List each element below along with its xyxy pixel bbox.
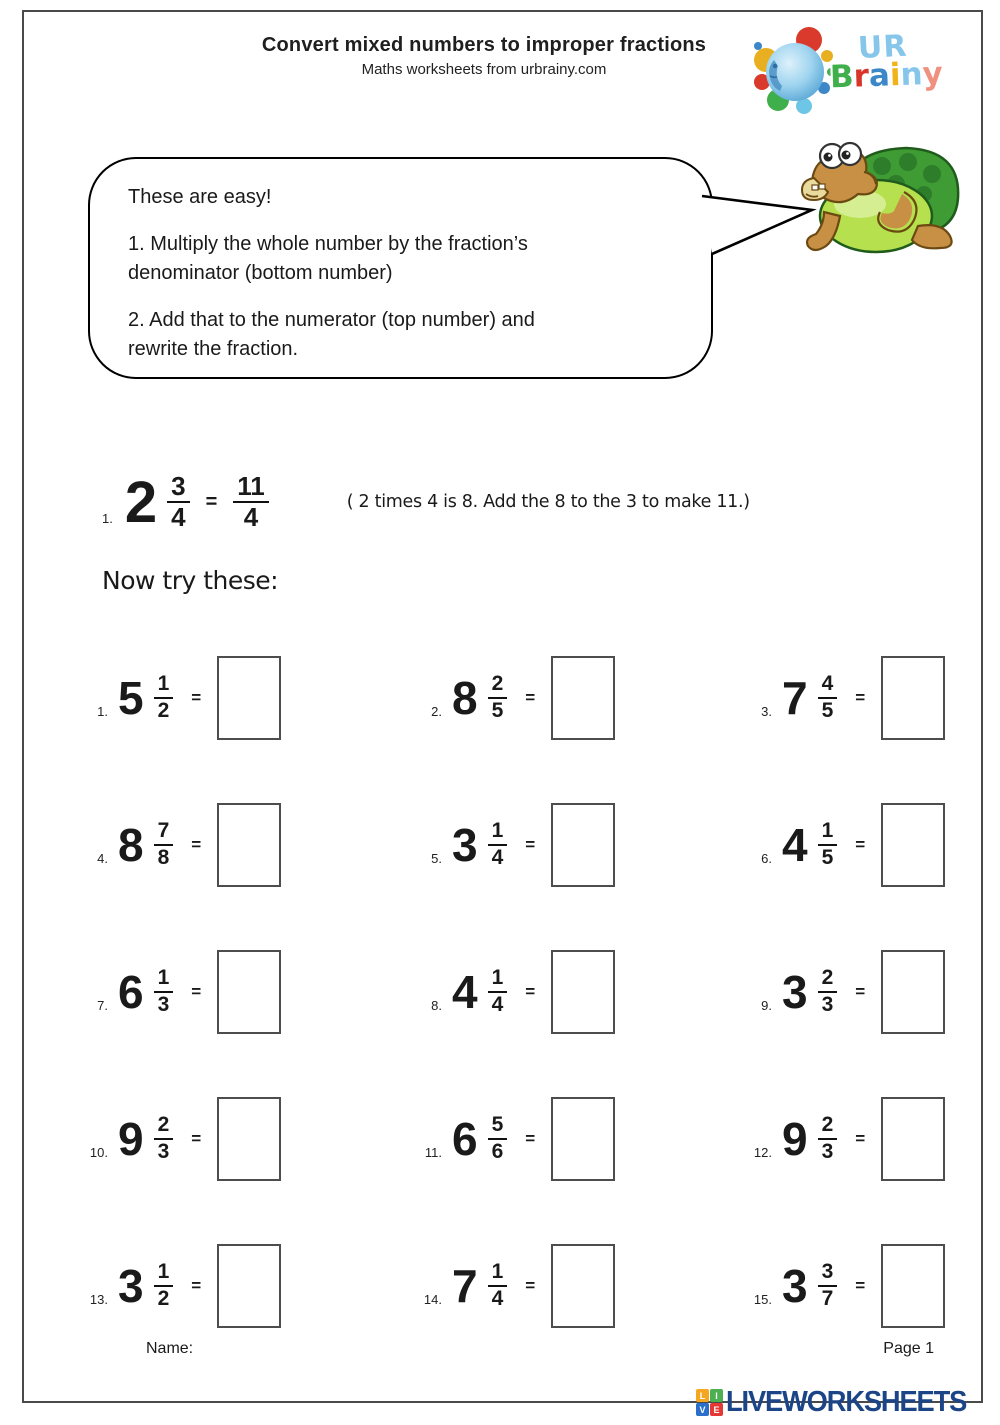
example-number: 1. — [102, 511, 113, 526]
problem-item — [746, 1212, 982, 1359]
problem-fraction — [488, 820, 508, 868]
instructions-speech-bubble — [88, 157, 713, 379]
problem-number: 2. — [431, 704, 442, 719]
now-try-these-prompt: Now try these: — [102, 566, 279, 595]
problem-item — [82, 918, 416, 1065]
answer-box[interactable] — [217, 950, 281, 1034]
equals-sign: = — [191, 981, 202, 1001]
equals-sign: = — [191, 1128, 202, 1148]
fraction-denominator: 3 — [821, 1139, 834, 1163]
problem-item — [746, 1065, 982, 1212]
problem-item — [746, 918, 982, 1065]
liveworksheets-tiles-icon — [696, 1389, 723, 1416]
fraction-denominator: 6 — [491, 1139, 504, 1163]
page-number: Page 1 — [883, 1340, 934, 1357]
fraction-numerator: 1 — [154, 1261, 174, 1286]
problem-fraction — [488, 1261, 508, 1309]
problem-item — [416, 624, 746, 771]
liveworksheets-wordmark: LIVEWORKSHEETS — [726, 1386, 967, 1418]
problem-whole-number: 7 — [782, 671, 808, 724]
answer-box[interactable] — [217, 656, 281, 740]
problem-item — [82, 624, 416, 771]
fraction-denominator: 3 — [157, 992, 170, 1016]
liveworksheets-logo[interactable] — [696, 1386, 982, 1419]
fraction-numerator: 3 — [167, 473, 189, 503]
problem-number: 12. — [753, 1145, 772, 1160]
problem-fraction — [154, 820, 174, 868]
urbrainy-letter: n — [899, 56, 924, 93]
problem-fraction — [818, 820, 838, 868]
fraction-numerator: 11 — [233, 473, 269, 503]
problem-item — [82, 1212, 416, 1359]
problem-number: 15. — [753, 1292, 772, 1307]
problem-whole-number: 4 — [782, 818, 808, 871]
worksheet-page — [22, 10, 983, 1403]
urbrainy-letter: y — [921, 55, 944, 93]
problem-number: 7. — [97, 998, 108, 1013]
answer-box[interactable] — [551, 950, 615, 1034]
problem-number: 6. — [761, 851, 772, 866]
fraction-numerator: 2 — [488, 673, 508, 698]
fraction-denominator: 4 — [491, 845, 504, 869]
fraction-numerator: 4 — [818, 673, 838, 698]
fraction-denominator: 4 — [171, 502, 186, 532]
equals-sign: = — [191, 687, 202, 707]
bubble-line-1: These are easy! — [128, 186, 272, 208]
liveworksheets-tile: V — [696, 1403, 709, 1416]
problem-whole-number: 9 — [118, 1112, 144, 1165]
problem-number: 3. — [761, 704, 772, 719]
example-explanation: ( 2 times 4 is 8. Add the 8 to the 3 to make 11.) — [346, 492, 750, 512]
problem-whole-number: 4 — [452, 965, 478, 1018]
problem-whole-number: 9 — [782, 1112, 808, 1165]
liveworksheets-tile: E — [710, 1403, 723, 1416]
fraction-numerator: 1 — [154, 967, 174, 992]
fraction-numerator: 1 — [488, 820, 508, 845]
problem-whole-number: 7 — [452, 1259, 478, 1312]
fraction-numerator: 1 — [154, 673, 174, 698]
fraction-denominator: 5 — [821, 845, 834, 869]
problem-fraction — [488, 967, 508, 1015]
urbrainy-letter: B — [829, 58, 855, 96]
problem-item — [416, 918, 746, 1065]
equals-sign: = — [525, 1128, 536, 1148]
problem-item — [82, 771, 416, 918]
fraction-numerator: 7 — [154, 820, 174, 845]
urbrainy-logo — [752, 26, 972, 116]
fraction-denominator: 7 — [821, 1286, 834, 1310]
problem-whole-number: 3 — [782, 1259, 808, 1312]
urbrainy-letter: r — [853, 58, 870, 95]
fraction-denominator: 8 — [157, 845, 170, 869]
answer-box[interactable] — [551, 1097, 615, 1181]
answer-box[interactable] — [551, 1244, 615, 1328]
fraction-denominator: 5 — [491, 698, 504, 722]
urbrainy-letter: U — [857, 29, 885, 67]
problem-item — [746, 771, 982, 918]
problem-number: 5. — [431, 851, 442, 866]
example-fraction — [167, 470, 189, 532]
problem-item — [746, 624, 982, 771]
problem-item — [82, 1065, 416, 1212]
equals-sign: = — [855, 1275, 866, 1295]
answer-box[interactable] — [881, 1097, 945, 1181]
answer-box[interactable] — [881, 1244, 945, 1328]
equals-sign: = — [525, 687, 536, 707]
fraction-numerator: 1 — [488, 967, 508, 992]
equals-sign: = — [855, 834, 866, 854]
problem-number: 10. — [89, 1145, 108, 1160]
problem-whole-number: 8 — [118, 818, 144, 871]
problem-whole-number: 6 — [452, 1112, 478, 1165]
problem-whole-number: 6 — [118, 965, 144, 1018]
problem-fraction — [818, 967, 838, 1015]
problem-fraction — [154, 673, 174, 721]
equals-sign: = — [525, 834, 536, 854]
urbrainy-head-icon — [752, 26, 838, 116]
urbrainy-letter: i — [889, 56, 902, 94]
problem-fraction — [818, 673, 838, 721]
problem-number: 8. — [431, 998, 442, 1013]
problem-fraction — [154, 1114, 174, 1162]
fraction-numerator: 2 — [818, 967, 838, 992]
example-whole-number: 2 — [124, 469, 158, 535]
fraction-denominator: 5 — [821, 698, 834, 722]
answer-box[interactable] — [881, 656, 945, 740]
urbrainy-brainy-text — [829, 55, 971, 96]
problem-whole-number: 8 — [452, 671, 478, 724]
problem-item — [416, 1212, 746, 1359]
bubble-line-3: 2. Add that to the numerator (top number) and rewrite the fraction. — [128, 309, 535, 360]
problem-fraction — [818, 1261, 838, 1309]
equals-sign: = — [525, 1275, 536, 1295]
fraction-numerator: 5 — [488, 1114, 508, 1139]
problem-fraction — [818, 1114, 838, 1162]
fraction-denominator: 4 — [491, 992, 504, 1016]
problem-fraction — [488, 673, 508, 721]
problem-number: 4. — [97, 851, 108, 866]
problem-item — [416, 771, 746, 918]
page-title: Convert mixed numbers to improper fractions — [261, 34, 707, 56]
name-label: Name: — [146, 1340, 194, 1357]
problem-fraction — [154, 967, 174, 1015]
answer-box[interactable] — [551, 803, 615, 887]
fraction-denominator: 4 — [243, 502, 259, 532]
problem-number: 14. — [423, 1292, 442, 1307]
liveworksheets-tile: L — [696, 1389, 709, 1402]
fraction-denominator: 2 — [157, 1286, 170, 1310]
answer-box[interactable] — [551, 656, 615, 740]
problem-number: 13. — [89, 1292, 108, 1307]
fraction-denominator: 2 — [157, 698, 170, 722]
fraction-numerator: 3 — [818, 1261, 838, 1286]
equals-sign: = — [205, 490, 218, 513]
fraction-denominator: 4 — [491, 1286, 504, 1310]
fraction-numerator: 2 — [818, 1114, 838, 1139]
urbrainy-letter: R — [882, 28, 909, 65]
equals-sign: = — [191, 1275, 202, 1295]
equals-sign: = — [525, 981, 536, 1001]
problem-number: 9. — [761, 998, 772, 1013]
problem-whole-number: 3 — [452, 818, 478, 871]
problem-item — [416, 1065, 746, 1212]
worked-example — [102, 460, 750, 544]
equals-sign: = — [191, 834, 202, 854]
fraction-numerator: 2 — [154, 1114, 174, 1139]
problem-whole-number: 3 — [118, 1259, 144, 1312]
urbrainy-wordmark — [829, 28, 970, 96]
speech-bubble-tail — [624, 162, 834, 292]
fraction-denominator: 3 — [821, 992, 834, 1016]
problem-number: 11. — [424, 1145, 442, 1160]
liveworksheets-tile: I — [710, 1389, 723, 1402]
equals-sign: = — [855, 687, 866, 707]
page-subtitle: Maths worksheets from urbrainy.com — [361, 61, 607, 78]
bubble-line-2: 1. Multiply the whole number by the fraction’s denominator (bottom number) — [128, 233, 528, 284]
urbrainy-letter: a — [868, 57, 891, 95]
answer-box[interactable] — [881, 950, 945, 1034]
problem-whole-number: 3 — [782, 965, 808, 1018]
equals-sign: = — [855, 981, 866, 1001]
problem-fraction — [488, 1114, 508, 1162]
answer-box[interactable] — [881, 803, 945, 887]
fraction-numerator: 1 — [818, 820, 838, 845]
fraction-numerator: 1 — [488, 1261, 508, 1286]
problem-number: 1. — [97, 704, 108, 719]
equals-sign: = — [855, 1128, 866, 1148]
answer-box[interactable] — [217, 1097, 281, 1181]
problem-fraction — [154, 1261, 174, 1309]
problem-whole-number: 5 — [118, 671, 144, 724]
answer-box[interactable] — [217, 803, 281, 887]
problems-grid — [82, 624, 982, 1359]
example-result-fraction — [233, 470, 269, 532]
answer-box[interactable] — [217, 1244, 281, 1328]
fraction-denominator: 3 — [157, 1139, 170, 1163]
